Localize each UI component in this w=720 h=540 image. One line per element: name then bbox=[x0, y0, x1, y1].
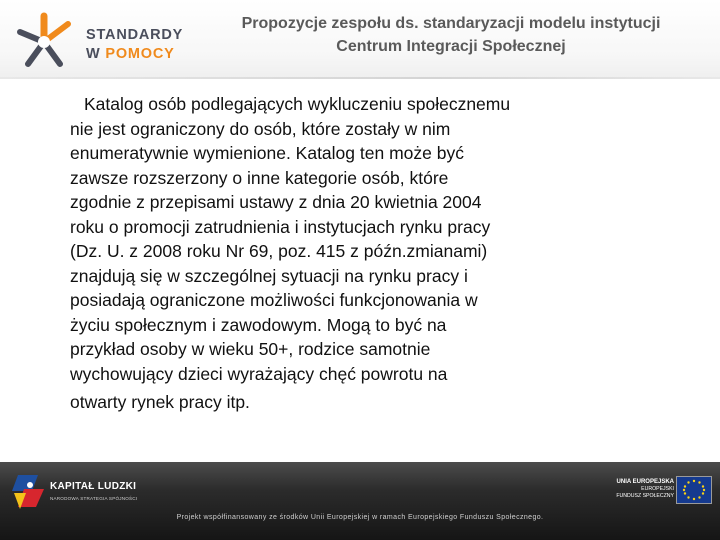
logo-text-w-pomocy bbox=[86, 46, 175, 62]
cofinancing-note: Projekt współfinansowany ze środków Unii Europejskiej w ramach Europejskiego Funduszu Społecznego. bbox=[176, 514, 544, 521]
body-line: znajdują się w szczególnej sytuacji na rynku pracy i bbox=[70, 265, 468, 286]
kapital-ludzki-star-icon bbox=[10, 471, 46, 511]
body-line: zawsze rozszerzony o inne kategorie osób, które bbox=[70, 167, 449, 188]
body-line: posiadają ograniczone możliwości funkcjonowania w bbox=[70, 290, 478, 310]
eu-logo bbox=[600, 474, 712, 514]
footer-bar bbox=[0, 462, 720, 540]
kapital-ludzki-subtitle: NARODOWA STRATEGIA SPÓJNOŚCI bbox=[50, 496, 138, 501]
body-line: enumeratywnie wymienione. Katalog ten może być bbox=[70, 143, 464, 163]
body-line: przykład osoby w wieku 50+, rodzice samotnie bbox=[70, 339, 431, 359]
slide-title-line-2: Centrum Integracji Społecznej bbox=[336, 38, 566, 55]
kapital-ludzki-logo bbox=[10, 471, 170, 515]
body-line: wychowujący dzieci wyrażający chęć powrotu na bbox=[70, 363, 448, 384]
body-line: zgodnie z przepisami ustawy z dnia 20 kwietnia 2004 bbox=[70, 192, 482, 212]
eu-line-3: FUNDUSZ SPOŁECZNY bbox=[616, 493, 674, 499]
body-line: Katalog osób podlegających wykluczeniu społecznemu bbox=[84, 94, 511, 114]
body-line: roku o promocji zatrudnienia i instytucjach rynku pracy bbox=[70, 216, 491, 237]
standardy-logo bbox=[8, 10, 198, 72]
kapital-ludzki-title: KAPITAŁ LUDZKI bbox=[50, 481, 137, 492]
body-line: życiu społecznym i zawodowym. Mogą to być na bbox=[70, 314, 447, 335]
eu-logo-text bbox=[616, 479, 674, 500]
logo-text-standardy: STANDARDY bbox=[86, 27, 184, 43]
eu-flag-icon bbox=[676, 476, 712, 504]
slide-title bbox=[184, 12, 718, 58]
logo-text-pomocy: POMOCY bbox=[105, 46, 175, 62]
body-line: nie jest ograniczony do osób, które zostały w nim bbox=[70, 118, 451, 139]
body-paragraph bbox=[70, 92, 660, 415]
header-divider bbox=[0, 77, 720, 79]
eu-line-1: UNIA EUROPEJSKA bbox=[616, 479, 674, 485]
body-line: otwarty rynek pracy itp. bbox=[70, 392, 250, 412]
body-line: (Dz. U. z 2008 roku Nr 69, poz. 415 z późn.zmianami) bbox=[70, 241, 488, 261]
slide-title-line-1: Propozycje zespołu ds. standaryzacji modelu instytucji bbox=[241, 15, 661, 32]
eu-line-2: EUROPEJSKI bbox=[641, 486, 674, 492]
star-logo-icon bbox=[8, 10, 82, 72]
logo-text-w: W bbox=[86, 46, 101, 62]
